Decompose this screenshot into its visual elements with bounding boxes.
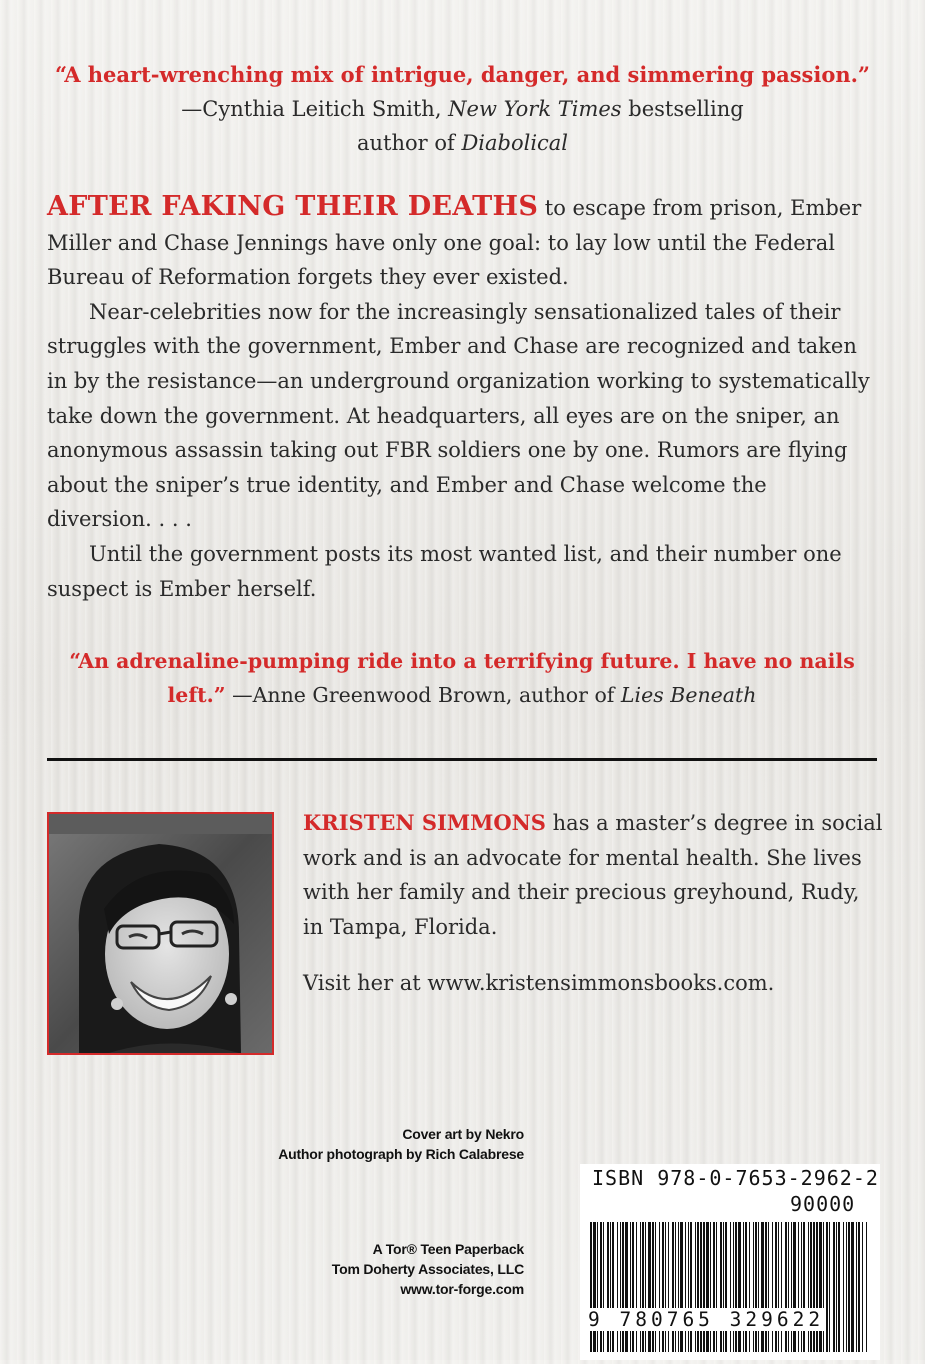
barcode-bar xyxy=(610,1222,611,1352)
barcode-bar xyxy=(775,1222,777,1352)
barcode-bar xyxy=(710,1222,711,1352)
barcode-bar xyxy=(678,1222,679,1352)
barcode-bar xyxy=(723,1222,724,1352)
publisher-info xyxy=(200,1239,524,1299)
barcode-bar xyxy=(648,1222,651,1352)
barcode-bar xyxy=(793,1222,796,1352)
barcode-bar xyxy=(819,1222,822,1352)
barcode-bar xyxy=(695,1222,696,1352)
barcode-bar xyxy=(597,1222,598,1352)
barcode-bar xyxy=(622,1222,624,1352)
barcode-bar xyxy=(612,1222,614,1352)
praise-quote-top xyxy=(0,58,925,160)
author-bio-text: KRISTEN SIMMONS has a master’s degree in social work and is an advocate for mental health. She lives with her family and their precious greyhound, Rudy, in Tampa, Florida. xyxy=(303,810,883,939)
quote-attribution: —Cynthia Leitich Smith, New York Times bestselling xyxy=(181,97,744,121)
barcode-bar xyxy=(791,1222,792,1352)
barcode-bar xyxy=(652,1222,654,1352)
barcode-bar xyxy=(630,1222,631,1352)
barcode-bar xyxy=(743,1222,744,1352)
barcode-bar xyxy=(668,1222,669,1352)
barcode-bar xyxy=(768,1222,769,1352)
barcode-bar xyxy=(720,1222,722,1352)
barcode-bar xyxy=(851,1222,854,1352)
barcode-bar xyxy=(866,1222,867,1352)
barcode-bar xyxy=(645,1222,646,1352)
barcode-bar xyxy=(703,1222,705,1352)
description-lead: AFTER FAKING THEIR DEATHS xyxy=(47,191,539,222)
barcode-bar xyxy=(685,1222,686,1352)
barcode-bar xyxy=(730,1222,731,1352)
barcode-bar xyxy=(836,1222,837,1352)
barcode-bar xyxy=(778,1222,779,1352)
barcode-bar xyxy=(625,1222,628,1352)
barcode-bar xyxy=(672,1222,674,1352)
barcode-bar xyxy=(753,1222,754,1352)
barcode-bar xyxy=(706,1222,709,1352)
section-divider xyxy=(47,758,877,761)
barcode-bar xyxy=(697,1222,699,1352)
barcode-bar xyxy=(600,1222,602,1352)
ean-digits: 9 780765 329622 xyxy=(588,1308,825,1331)
publisher-name: Tom Doherty Associates, LLC xyxy=(331,1261,524,1277)
quote-text: “An adrenaline-pumping ride into a terrifying future. I have no nails left.” xyxy=(69,649,855,707)
barcode-bar xyxy=(665,1222,666,1352)
price-code: 90000 xyxy=(790,1192,856,1216)
barcode-bar xyxy=(620,1222,621,1352)
description-paragraph-3: Until the government posts its most wanted list, and their number one suspect is Ember herself. xyxy=(47,541,842,601)
barcode-bar xyxy=(765,1222,767,1352)
barcode-bar xyxy=(617,1222,618,1352)
barcode-bar xyxy=(690,1222,692,1352)
barcode-bar xyxy=(761,1222,764,1352)
barcode-bar xyxy=(659,1222,660,1352)
quote-attribution-title: Lies Beneath xyxy=(620,683,757,707)
barcode-bar xyxy=(785,1222,787,1352)
barcode-bar xyxy=(803,1222,805,1352)
barcode-bar xyxy=(755,1222,757,1352)
art-credits xyxy=(200,1124,524,1164)
barcode-bar xyxy=(680,1222,683,1352)
barcode-bar xyxy=(810,1222,812,1352)
barcode-bar xyxy=(856,1222,857,1352)
barcode-bar xyxy=(823,1222,824,1352)
barcode-bar xyxy=(603,1222,604,1352)
author-bio xyxy=(303,806,883,1001)
barcode-bar xyxy=(738,1222,741,1352)
barcode-bar xyxy=(632,1222,634,1352)
barcode-bar xyxy=(590,1222,592,1352)
description-paragraph-1: AFTER FAKING THEIR DEATHS to escape from prison, Ember Miller and Chase Jennings have only one goal: to lay low until the Federal Bureau of Reformation forgets they ever existed. xyxy=(47,191,862,290)
isbn-number: ISBN 978-0-7653-2962-2 xyxy=(592,1166,879,1190)
imprint: A Tor® Teen Paperback xyxy=(372,1241,524,1257)
barcode-bar xyxy=(838,1222,840,1352)
barcode-bar xyxy=(808,1222,809,1352)
barcode-bar xyxy=(745,1222,747,1352)
barcode-bar xyxy=(716,1222,717,1352)
description-paragraph-2: Near-celebrities now for the increasingly sensationalized tales of their struggles with the government, Ember and Chase are recognized and taken in by the resistance—an underground organization working to systematically take down the government. At headquarters, all eyes are on the sniper, an anonymous assassin taking out FBR soldiers one by one. Rumors are flying about the sniper’s true identity, and Ember and Chase welcome the diversion. . . . xyxy=(47,299,870,532)
barcode-bar xyxy=(813,1222,815,1352)
barcode-bar xyxy=(642,1222,644,1352)
barcode-bar xyxy=(700,1222,702,1352)
publisher-website: www.tor-forge.com xyxy=(400,1281,524,1297)
barcode-bar xyxy=(801,1222,802,1352)
barcode-bar xyxy=(655,1222,656,1352)
barcode-bar xyxy=(607,1222,609,1352)
book-description xyxy=(47,190,877,606)
quote-text: “A heart-wrenching mix of intrigue, danger, and simmering passion.” xyxy=(55,62,870,87)
barcode-bar xyxy=(725,1222,727,1352)
barcode-bar xyxy=(788,1222,789,1352)
barcode-bar xyxy=(858,1222,860,1352)
praise-quote-bottom xyxy=(47,644,877,712)
author-photo xyxy=(47,812,274,1055)
barcode-bar xyxy=(848,1222,850,1352)
barcode-bar xyxy=(798,1222,799,1352)
author-portrait-image xyxy=(49,814,272,1053)
quote-attribution-line-3: author of Diabolical xyxy=(356,131,569,155)
barcode-bar xyxy=(833,1222,835,1352)
author-name: KRISTEN SIMMONS xyxy=(303,810,546,835)
barcode-bar xyxy=(675,1222,676,1352)
author-website: Visit her at www.kristensimmonsbooks.com. xyxy=(303,971,775,995)
cover-art-credit: Cover art by Nekro xyxy=(402,1126,524,1142)
barcode-bar xyxy=(593,1222,596,1352)
author-photo-credit: Author photograph by Rich Calabrese xyxy=(278,1146,524,1162)
barcode-bar xyxy=(781,1222,782,1352)
barcode-bar xyxy=(688,1222,689,1352)
barcode-bar xyxy=(749,1222,750,1352)
barcode-bar xyxy=(772,1222,773,1352)
quote-attribution: —Anne Greenwood Brown, author of xyxy=(225,683,621,707)
barcode-bar xyxy=(713,1222,715,1352)
barcode-bar xyxy=(846,1222,847,1352)
barcode-bar xyxy=(758,1222,759,1352)
barcode-bar xyxy=(826,1222,828,1352)
barcode-bar xyxy=(843,1222,844,1352)
barcode-bar xyxy=(829,1222,830,1352)
barcode-bar xyxy=(662,1222,664,1352)
barcode-bar xyxy=(816,1222,818,1352)
barcode-bar xyxy=(636,1222,637,1352)
barcode-bar xyxy=(733,1222,734,1352)
barcode-bar xyxy=(862,1222,863,1352)
barcode-bar xyxy=(640,1222,641,1352)
barcode-bar xyxy=(735,1222,737,1352)
